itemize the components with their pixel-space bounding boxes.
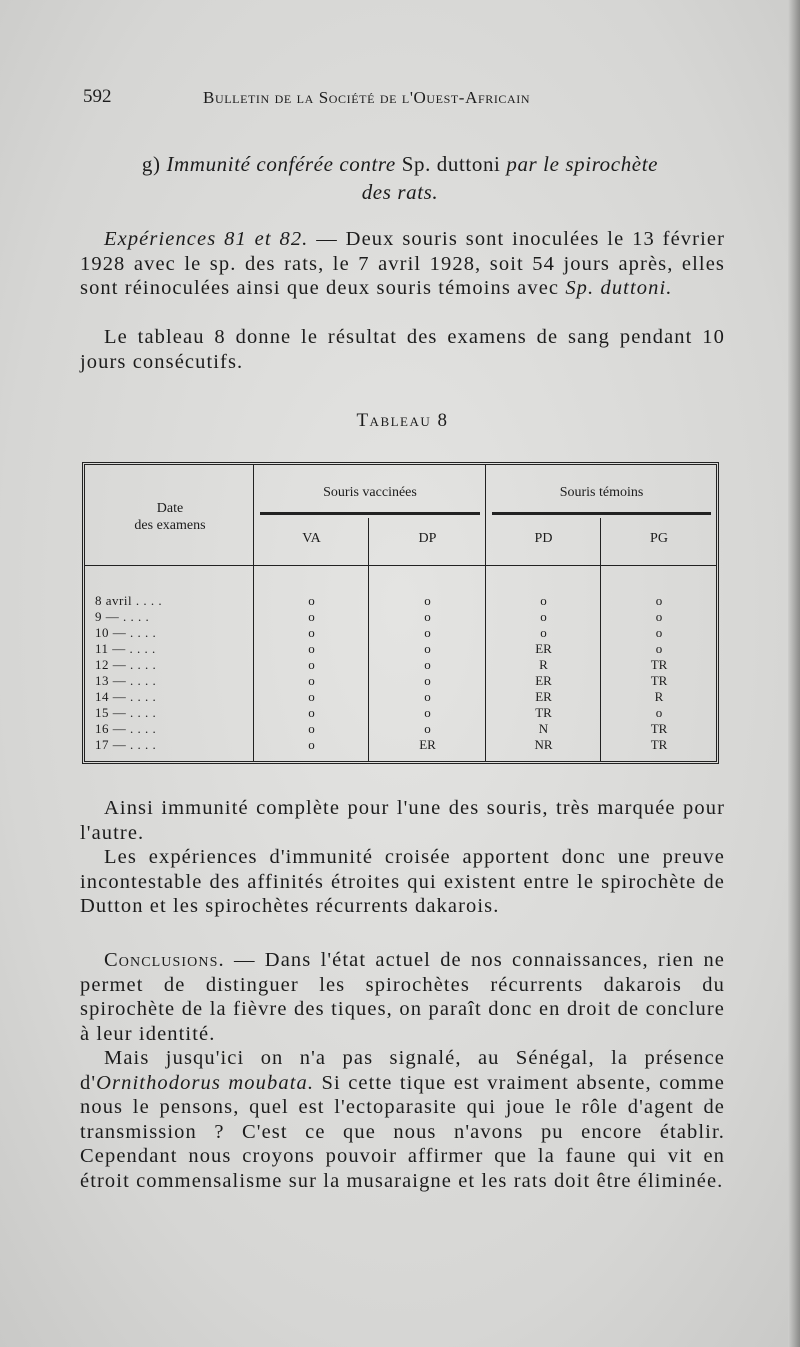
- table-cell: TR: [535, 705, 552, 720]
- table-cell: o: [308, 625, 315, 640]
- table-divider-va-dp: [368, 518, 369, 761]
- table-cell: o: [308, 657, 315, 672]
- section-label: g): [141, 152, 161, 176]
- table-row-date: 16 — . . . .: [95, 721, 157, 736]
- section-heading: [80, 150, 720, 206]
- column-pg: [602, 593, 716, 753]
- table-cell: o: [655, 705, 663, 720]
- table-cell: TR: [650, 673, 668, 688]
- section-heading-line-2: des rats.: [361, 180, 439, 204]
- table-cell: o: [308, 721, 315, 736]
- running-header: [83, 86, 723, 110]
- section-heading-italic-1: Immunité conférée contre: [166, 152, 396, 176]
- table-cell: R: [539, 657, 548, 672]
- transmission-part-2: Si cette tique est vraiment absente, comme nous le pensons, quel est l'ectoparasite qui joue le rôle d'agent de transmission ? C'est ce que nous n'avons pu encore établir. Cependant nous croyons pouvoir affirmer que la faune qui vit en étroit commensalisme sur la musaraigne et les rats doit être éliminée.: [80, 1071, 725, 1192]
- transmission-part-1: Mais jusqu'ici on n'a pas signalé, au Sénégal, la présence d': [80, 1047, 725, 1094]
- table-cell: o: [308, 641, 315, 656]
- table-cell: ER: [535, 641, 552, 656]
- table-cell: o: [308, 689, 315, 704]
- table-cell: o: [308, 705, 315, 720]
- section-heading-italic-2: par le spirochète: [506, 152, 659, 176]
- table-cell: TR: [650, 657, 668, 672]
- table-cell: o: [424, 609, 431, 624]
- column-dp: [370, 593, 485, 753]
- date-header: [95, 500, 245, 534]
- column-header-dp: DP: [418, 531, 437, 546]
- table-cell: o: [424, 721, 431, 736]
- table-cell: o: [655, 625, 663, 640]
- paragraph-cross-immunity: Les expériences d'immunité croisée apportent donc une preuve incontestable des affinités étroites qui existent entre le spirochète de Dutton et les spirochètes récurrents dakarois.: [80, 846, 725, 917]
- table-cell: o: [424, 673, 431, 688]
- group-controls-brace: [492, 512, 711, 515]
- table-row-date: 17 — . . . .: [95, 737, 157, 752]
- transmission-species: Ornithodorus moubata.: [96, 1071, 315, 1094]
- table-cell: ER: [419, 737, 436, 752]
- group-controls-header: Souris témoins: [559, 485, 644, 500]
- paragraph-conclusions: [80, 948, 725, 1046]
- column-header-pg: PG: [650, 531, 668, 546]
- table-cell: o: [424, 625, 431, 640]
- table-cell: o: [540, 609, 547, 624]
- conclusions-lead: Conclusions.: [104, 949, 225, 971]
- group-vaccinated-brace: [260, 512, 480, 515]
- paragraph-immunity: Ainsi immunité complète pour l'une des souris, très marquée pour l'autre.: [80, 797, 725, 844]
- table-cell: o: [308, 593, 315, 608]
- column-va: [255, 593, 368, 753]
- table-cell: o: [424, 657, 431, 672]
- table-header-rule: [85, 565, 716, 566]
- experiments-species: Sp. duttoni.: [565, 277, 673, 299]
- page-edge: [788, 0, 800, 1347]
- experiments-text: — Deux souris sont inoculées le 13 février 1928 avec le sp. des rats, le 7 avril 1928, soit 54 jours après, elles sont réinoculées ainsi que deux souris témoins avec: [80, 228, 726, 299]
- date-column: [95, 593, 255, 753]
- table-row-date: 15 — . . . .: [95, 705, 157, 720]
- table-cell: o: [540, 593, 547, 608]
- column-pd: [487, 593, 600, 753]
- table-cell: N: [538, 721, 549, 736]
- table-row-date: 10 — . . . .: [95, 625, 157, 640]
- table-cell: o: [308, 609, 315, 624]
- page-number: 592: [83, 86, 112, 107]
- table-cell: TR: [650, 737, 668, 752]
- column-header-pd: PD: [534, 531, 553, 546]
- group-vaccinated-header: Souris vaccinées: [323, 485, 417, 500]
- table-cell: R: [654, 689, 664, 704]
- table-row-date: 12 — . . . .: [95, 657, 157, 672]
- running-title: Bulletin de la Société de l'Ouest-Africain: [203, 88, 531, 107]
- paragraph-table-intro: Le tableau 8 donne le résultat des examens de sang pendant 10 jours consécutifs.: [80, 326, 725, 373]
- table-cell: o: [424, 641, 431, 656]
- table-cell: o: [424, 593, 431, 608]
- date-header-line-1: Date: [156, 501, 184, 516]
- table-cell: o: [308, 673, 315, 688]
- table-cell: NR: [534, 737, 553, 752]
- section-heading-species: duttoni: [436, 152, 501, 176]
- table-row-date: 11 — . . . .: [95, 641, 156, 656]
- experiments-lead: Expériences 81 et 82.: [104, 228, 309, 250]
- table-row-date: 14 — . . . .: [95, 689, 157, 704]
- table-cell: ER: [535, 689, 552, 704]
- table-cell: o: [655, 593, 663, 608]
- table-row-date: 8 avril . . . .: [95, 593, 163, 608]
- table-divider-pd-pg: [600, 518, 601, 761]
- section-heading-genus: Sp.: [401, 152, 431, 176]
- paragraph-experiments: [80, 227, 725, 301]
- table-cell: ER: [535, 673, 552, 688]
- table-cell: o: [424, 689, 431, 704]
- conclusions-text: — Dans l'état actuel de nos connaissances, rien ne permet de distinguer les spirochètes récurrents dakarois du spirochète de la fièvre des tiques, on paraît donc en droit de conclure à leur identité.: [80, 949, 725, 1045]
- results-table: [82, 462, 719, 764]
- table-divider-groups: [485, 465, 486, 761]
- paragraph-transmission: [80, 1046, 725, 1193]
- table-cell: TR: [650, 721, 668, 736]
- table-cell: o: [655, 609, 663, 624]
- table-cell: o: [655, 641, 663, 656]
- table-row-date: 13 — . . . .: [95, 673, 157, 688]
- table-row-date: 9 — . . . .: [95, 609, 150, 624]
- table-title: Tableau 8: [356, 410, 449, 431]
- table-cell: o: [308, 737, 315, 752]
- table-cell: o: [540, 625, 547, 640]
- date-header-line-2: des examens: [134, 518, 206, 533]
- table-cell: o: [424, 705, 431, 720]
- column-header-va: VA: [302, 531, 321, 546]
